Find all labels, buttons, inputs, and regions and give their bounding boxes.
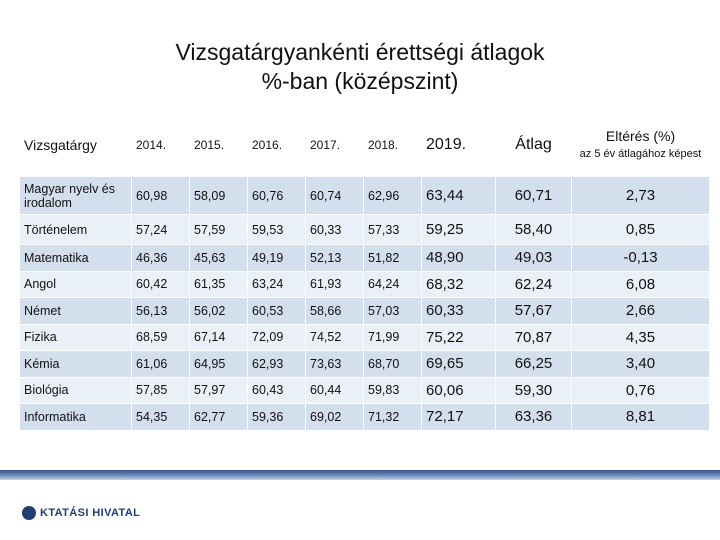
subject-cell: Magyar nyelv és irodalom: [20, 177, 132, 215]
year-value-cell: 56,13: [132, 298, 190, 325]
table-row: [20, 245, 710, 272]
year-value-cell: 58,66: [306, 298, 364, 325]
year-value-cell: 60,42: [132, 271, 190, 298]
year-value-cell: 54,35: [132, 404, 190, 431]
year-value-cell: 45,63: [190, 245, 248, 272]
subject-cell: Biológia: [20, 377, 132, 404]
year-value-cell: 60,43: [248, 377, 306, 404]
year-value-cell: 57,85: [132, 377, 190, 404]
year-value-cell: 57,03: [364, 298, 422, 325]
average-cell: 58,40: [496, 215, 572, 245]
difference-cell: 3,40: [572, 351, 710, 378]
footer-bar: [0, 470, 720, 480]
header-difference-label: Eltérés (%): [605, 128, 676, 144]
page-title: [0, 38, 720, 96]
table-row: [20, 298, 710, 325]
average-cell: 62,24: [496, 271, 572, 298]
year-value-cell: 71,99: [364, 324, 422, 351]
year-value-cell: 71,32: [364, 404, 422, 431]
difference-cell: 4,35: [572, 324, 710, 351]
year-value-cell: 60,33: [422, 298, 496, 325]
year-value-cell: 60,53: [248, 298, 306, 325]
year-value-cell: 75,22: [422, 324, 496, 351]
header-difference-sub: az 5 év átlagához képest: [579, 148, 702, 160]
difference-cell: -0,13: [572, 245, 710, 272]
average-cell: 49,03: [496, 245, 572, 272]
year-value-cell: 69,02: [306, 404, 364, 431]
average-cell: 70,87: [496, 324, 572, 351]
header-year-2016: 2016.: [248, 113, 306, 177]
year-value-cell: 73,63: [306, 351, 364, 378]
circle-logo-icon: [22, 506, 36, 520]
average-cell: 60,71: [496, 177, 572, 215]
title-line-1: Vizsgatárgyankénti érettségi átlagok: [175, 39, 545, 65]
difference-cell: 0,76: [572, 377, 710, 404]
year-value-cell: 72,17: [422, 404, 496, 431]
year-value-cell: 60,44: [306, 377, 364, 404]
year-value-cell: 57,33: [364, 215, 422, 245]
year-value-cell: 58,09: [190, 177, 248, 215]
subject-cell: Angol: [20, 271, 132, 298]
average-cell: 66,25: [496, 351, 572, 378]
header-difference: [572, 113, 710, 177]
footer-logo-text: KTATÁSI HIVATAL: [40, 507, 141, 519]
year-value-cell: 57,24: [132, 215, 190, 245]
year-value-cell: 68,59: [132, 324, 190, 351]
table-row: [20, 404, 710, 431]
grades-table: [19, 112, 710, 431]
subject-cell: Fizika: [20, 324, 132, 351]
table-body: [20, 177, 710, 431]
difference-cell: 2,73: [572, 177, 710, 215]
year-value-cell: 60,74: [306, 177, 364, 215]
table-row: [20, 271, 710, 298]
year-value-cell: 64,24: [364, 271, 422, 298]
year-value-cell: 62,93: [248, 351, 306, 378]
year-value-cell: 63,44: [422, 177, 496, 215]
year-value-cell: 62,96: [364, 177, 422, 215]
year-value-cell: 62,77: [190, 404, 248, 431]
year-value-cell: 56,02: [190, 298, 248, 325]
subject-cell: Informatika: [20, 404, 132, 431]
table-row: [20, 177, 710, 215]
subject-cell: Matematika: [20, 245, 132, 272]
year-value-cell: 69,65: [422, 351, 496, 378]
year-value-cell: 68,32: [422, 271, 496, 298]
year-value-cell: 49,19: [248, 245, 306, 272]
footer-logo: [22, 503, 140, 523]
table-row: [20, 351, 710, 378]
year-value-cell: 57,59: [190, 215, 248, 245]
difference-cell: 6,08: [572, 271, 710, 298]
year-value-cell: 67,14: [190, 324, 248, 351]
difference-cell: 2,66: [572, 298, 710, 325]
header-subject: Vizsgatárgy: [20, 113, 132, 177]
average-cell: 63,36: [496, 404, 572, 431]
header-year-2018: 2018.: [364, 113, 422, 177]
year-value-cell: 59,25: [422, 215, 496, 245]
year-value-cell: 60,33: [306, 215, 364, 245]
table-row: [20, 324, 710, 351]
year-value-cell: 61,35: [190, 271, 248, 298]
header-year-2019: 2019.: [422, 113, 496, 177]
year-value-cell: 52,13: [306, 245, 364, 272]
header-year-2015: 2015.: [190, 113, 248, 177]
year-value-cell: 59,83: [364, 377, 422, 404]
subject-cell: Kémia: [20, 351, 132, 378]
year-value-cell: 64,95: [190, 351, 248, 378]
year-value-cell: 51,82: [364, 245, 422, 272]
year-value-cell: 60,76: [248, 177, 306, 215]
year-value-cell: 57,97: [190, 377, 248, 404]
year-value-cell: 61,93: [306, 271, 364, 298]
average-cell: 59,30: [496, 377, 572, 404]
table-row: [20, 377, 710, 404]
header-row: [20, 113, 710, 177]
year-value-cell: 46,36: [132, 245, 190, 272]
title-line-2: %-ban (középszint): [261, 68, 459, 94]
year-value-cell: 63,24: [248, 271, 306, 298]
header-year-2017: 2017.: [306, 113, 364, 177]
table-row: [20, 215, 710, 245]
year-value-cell: 74,52: [306, 324, 364, 351]
header-year-2014: 2014.: [132, 113, 190, 177]
year-value-cell: 48,90: [422, 245, 496, 272]
year-value-cell: 72,09: [248, 324, 306, 351]
subject-cell: Történelem: [20, 215, 132, 245]
year-value-cell: 59,36: [248, 404, 306, 431]
year-value-cell: 60,06: [422, 377, 496, 404]
average-cell: 57,67: [496, 298, 572, 325]
subject-cell: Német: [20, 298, 132, 325]
difference-cell: 8,81: [572, 404, 710, 431]
header-average: Átlag: [496, 113, 572, 177]
year-value-cell: 68,70: [364, 351, 422, 378]
year-value-cell: 59,53: [248, 215, 306, 245]
year-value-cell: 61,06: [132, 351, 190, 378]
year-value-cell: 60,98: [132, 177, 190, 215]
difference-cell: 0,85: [572, 215, 710, 245]
